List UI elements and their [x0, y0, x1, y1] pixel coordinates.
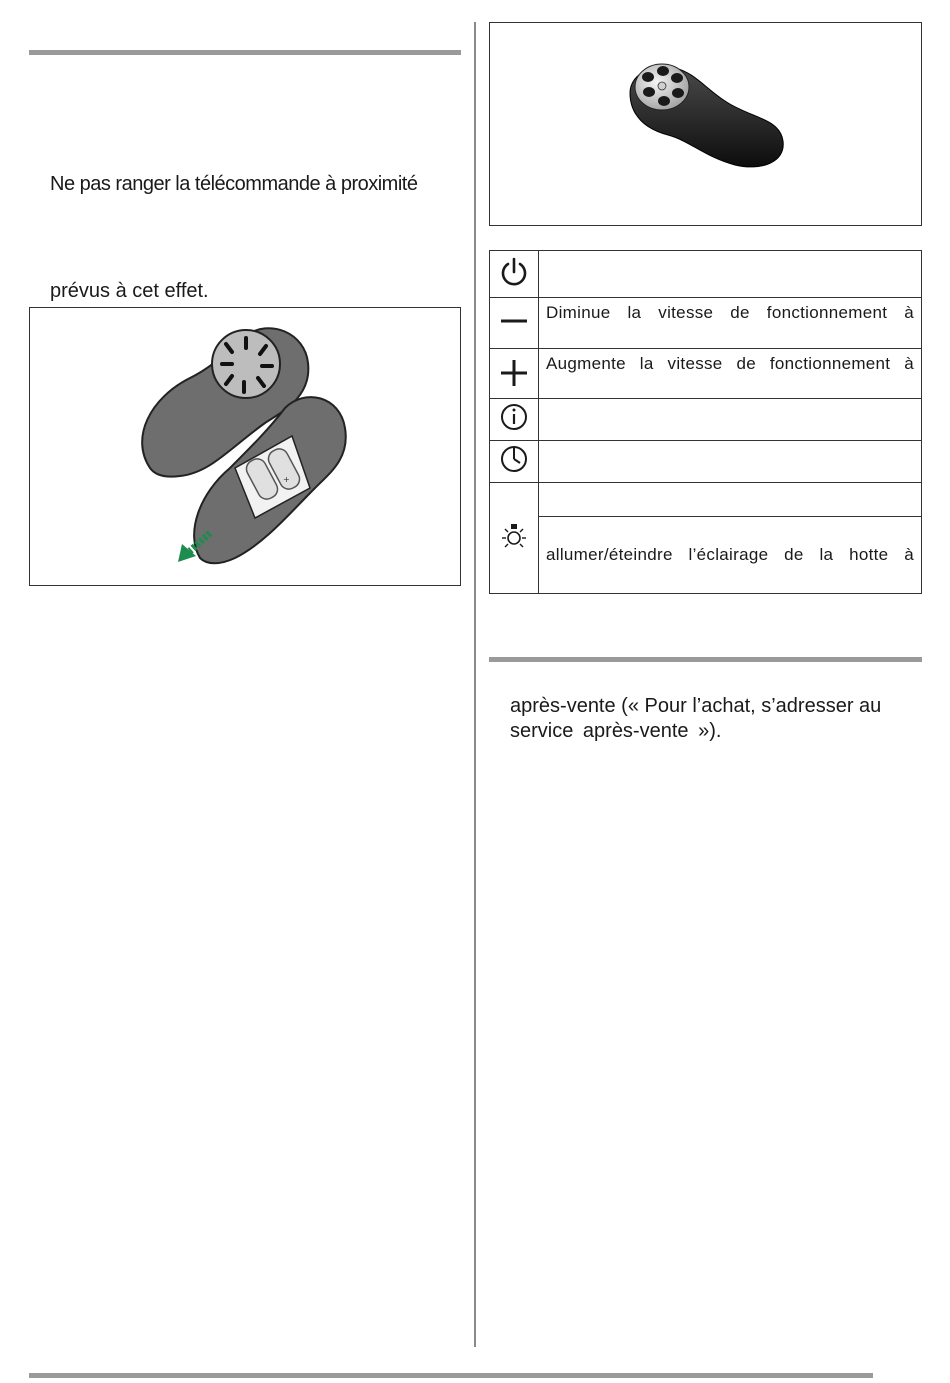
column-divider — [474, 22, 476, 1347]
remote-control-photo — [490, 23, 921, 225]
light-description-top — [539, 483, 922, 517]
storage-warning-text: Ne pas ranger la télécommande à proximité — [50, 173, 418, 195]
svg-text:+: + — [283, 475, 290, 484]
plus-description: Augmente la vitesse de fonctionnement à — [539, 349, 922, 399]
remote-functions-table — [489, 250, 922, 594]
plus-icon — [490, 349, 539, 399]
table-row-power — [490, 251, 922, 298]
table-row-info — [490, 399, 922, 441]
right-section-rule — [489, 657, 922, 662]
battery-figure — [29, 307, 461, 586]
timer-description — [539, 441, 922, 483]
light-description: allumer/éteindre l’éclairage de la hotte à — [539, 517, 922, 594]
info-description — [539, 399, 922, 441]
light-icon — [490, 483, 539, 594]
after-sales-text-line-1: après-vente (« Pour l’achat, s’adresser au — [510, 695, 882, 717]
remote-photo-frame — [489, 22, 922, 226]
power-icon — [490, 251, 539, 298]
table-row-light-top — [490, 483, 922, 517]
table-row-minus — [490, 298, 922, 349]
table-row-timer — [490, 441, 922, 483]
left-section-rule — [29, 50, 461, 55]
remote-battery-illustration — [30, 308, 460, 585]
battery-disposal-text: prévus à cet effet. — [50, 280, 209, 302]
table-row-plus — [490, 349, 922, 399]
info-icon — [490, 399, 539, 441]
timer-icon — [490, 441, 539, 483]
after-sales-text-line-2: service après-vente »). — [510, 720, 722, 742]
power-description — [539, 251, 922, 298]
table-row-light — [490, 517, 922, 594]
minus-description: Diminue la vitesse de fonctionnement à — [539, 298, 922, 349]
footer-rule — [29, 1373, 873, 1378]
minus-icon — [490, 298, 539, 349]
